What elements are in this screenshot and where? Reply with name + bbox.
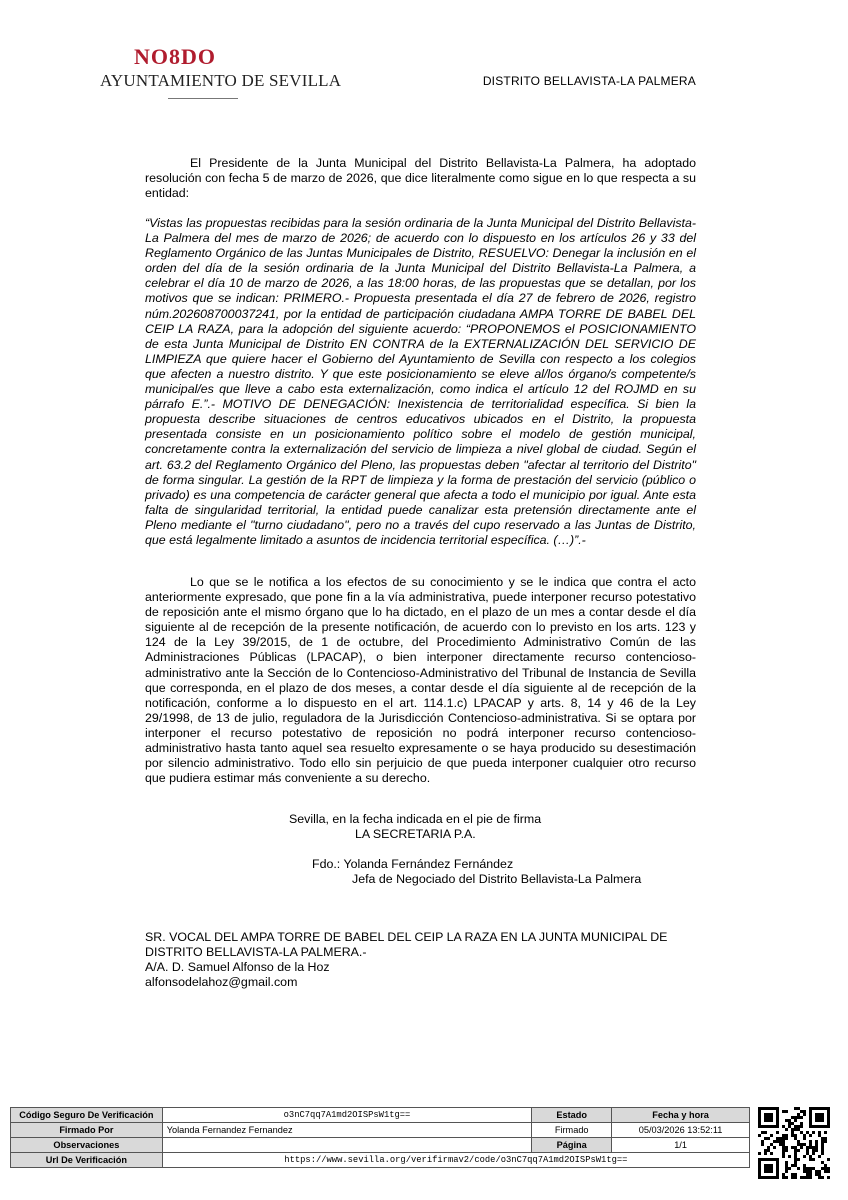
addressee-email: alfonsodelahoz@gmail.com xyxy=(145,975,298,989)
codigo-value: o3nC7qq7A1md2OISPsW1tg== xyxy=(162,1108,532,1123)
logo-name: AYUNTAMIENTO DE SEVILLA xyxy=(100,71,342,90)
pagina-value: 1/1 xyxy=(612,1138,750,1153)
table-row xyxy=(11,1138,750,1153)
url-label: Url De Verificación xyxy=(11,1153,163,1168)
addressee-attention: A/A. D. Samuel Alfonso de la Hoz xyxy=(145,960,330,974)
table-row xyxy=(11,1153,750,1168)
position-line: Jefa de Negociado del Distrito Bellavista-La Palmera xyxy=(352,872,642,886)
pagina-label: Página xyxy=(532,1138,612,1153)
estado-value: Firmado xyxy=(532,1123,612,1138)
logo-divider xyxy=(168,98,238,99)
no8do-mark: NO8DO xyxy=(134,44,216,69)
notification-paragraph: Lo que se le notifica a los efectos de su conocimiento y se le indica que contra el acto anteriormente expresado, que pone fin a la vía administrativa, puede interponer recurso potestativo de reposición ante el mismo órgano que lo ha dictado, en el plazo de un mes a contar desde el día siguiente al de recepción de la presente notificación, de acuerdo con lo previsto en los arts. 123 y 124 de la Ley 39/2015, de 1 de octubre, del Procedimiento Administrativo Común de las Administraciones Públicas (LPACAP), o bien interponer directamente recurso contencioso-administrativo ante la Sección de lo Contencioso-Administrativo del Tribunal de Instancia de Sevilla que corresponda, en el plazo de dos meses, a contar desde el día siguiente al de recepción de la notificación, conforme a lo dispuesto en el art. 114.1.c) LPACAP y arts. 8, 14 y 46 de la Ley 29/1998, de 13 de julio, reguladora de la Jurisdicción Contencioso-administrativa. Si se optara por interponer el recurso potestativo de reposición no podrá interponer recurso contencioso-administrativo hasta tanto aquel sea resuelto expresamente o se haya producido su desestimación por silencio administrativo. Todo ello sin perjuicio de que pueda interponer cualquier otro recurso que pudiera estimar más conveniente a su derecho. xyxy=(145,575,696,786)
firmado-label: Firmado Por xyxy=(11,1123,163,1138)
fecha-label: Fecha y hora xyxy=(612,1108,750,1123)
firmado-value: Yolanda Fernandez Fernandez xyxy=(162,1123,532,1138)
estado-label: Estado xyxy=(532,1108,612,1123)
observaciones-value xyxy=(162,1138,532,1153)
place-date-line: Sevilla, en la fecha indicada en el pie de firma xyxy=(289,812,542,826)
fecha-value: 05/03/2026 13:52:11 xyxy=(612,1123,750,1138)
ayuntamiento-logo xyxy=(100,44,342,91)
verification-url[interactable]: https://www.sevilla.org/verifirmav2/code/o3nC7qq7A1md2OISPsW1tg== xyxy=(162,1153,749,1168)
addressee-title: SR. VOCAL DEL AMPA TORRE DE BABEL DEL CEIP LA RAZA EN LA JUNTA MUNICIPAL DE DISTRITO BELLAVISTA-LA PALMERA.- xyxy=(145,930,668,959)
verification-table xyxy=(10,1107,750,1168)
qr-code-icon xyxy=(758,1107,830,1179)
codigo-label: Código Seguro De Verificación xyxy=(11,1108,163,1123)
resolution-quote: “Vistas las propuestas recibidas para la sesión ordinaria de la Junta Municipal del Distrito Bellavista-La Palmera del mes de marzo de 2026; de acuerdo con lo dispuesto en los artículos 26 y 33 del Reglamento Orgánico de las Juntas Municipales de Distrito, RESUELVO: Denegar la inclusión en el orden del día de la sesión ordinaria de la Junta Municipal del Distrito Bellavista-La Palmera, a celebrar el día 10 de marzo de 2026, a las 18:00 horas, de las propuestas que se detallan, por los motivos que se indican: PRIMERO.- Propuesta presentada el día 27 de febrero de 2026, registro núm.202608700037241, por la entidad de participación ciudadana AMPA TORRE DE BABEL DEL CEIP LA RAZA, para la adopción del siguiente acuerdo: “PROPONEMOS el POSICIONAMIENTO de esta Junta Municipal de Distrito EN CONTRA de la EXTERNALIZACIÓN DEL SERVICIO DE LIMPIEZA que quiere hacer el Gobierno del Ayuntamiento de Sevilla con respecto a los colegios que afecten a nuestro distrito. Y que este posicionamiento se eleve al/los órgano/s competente/s municipal/es que lleve a cabo esta externalización, como indica el artículo 12 del ROJMD en su párrafo E.”.- MOTIVO DE DENEGACIÓN: Inexistencia de territorialidad específica. Si bien la propuesta describe situaciones de centros educativos ubicados en el Distrito, la propuesta presentada consiste en un posicionamiento político sobre el modelo de gestión municipal, concretamente contra la externalización del servicio de limpieza a nivel global de ciudad. Según el art. 63.2 del Reglamento Orgánico del Pleno, las propuestas deben "afectar al territorio del Distrito" de forma singular. La gestión de la RPT de limpieza y la forma de prestación del servicio (público o privado) es una competencia de carácter general que afecta a todo el municipio por igual. Ante esta falta de singularidad territorial, la entidad puede canalizar esta pretensión directamente ante el Pleno mediante el "turno ciudadano", pero no a través del cupo reservado a las Juntas de Distrito, que está legalmente limitado a asuntos de incidencia territorial específica. (…)”.- xyxy=(145,216,696,547)
addressee-block xyxy=(145,930,705,990)
table-row xyxy=(11,1108,750,1123)
table-row xyxy=(11,1123,750,1138)
secretaria-line: LA SECRETARIA P.A. xyxy=(355,827,476,841)
intro-paragraph: El Presidente de la Junta Municipal del Distrito Bellavista-La Palmera, ha adoptado resolución con fecha 5 de marzo de 2026, que dice literalmente como sigue en lo que respecta a su entidad: xyxy=(145,156,696,201)
district-header: DISTRITO BELLAVISTA-LA PALMERA xyxy=(482,74,696,88)
observaciones-label: Observaciones xyxy=(11,1138,163,1153)
signed-by-line: Fdo.: Yolanda Fernández Fernández xyxy=(312,857,514,871)
